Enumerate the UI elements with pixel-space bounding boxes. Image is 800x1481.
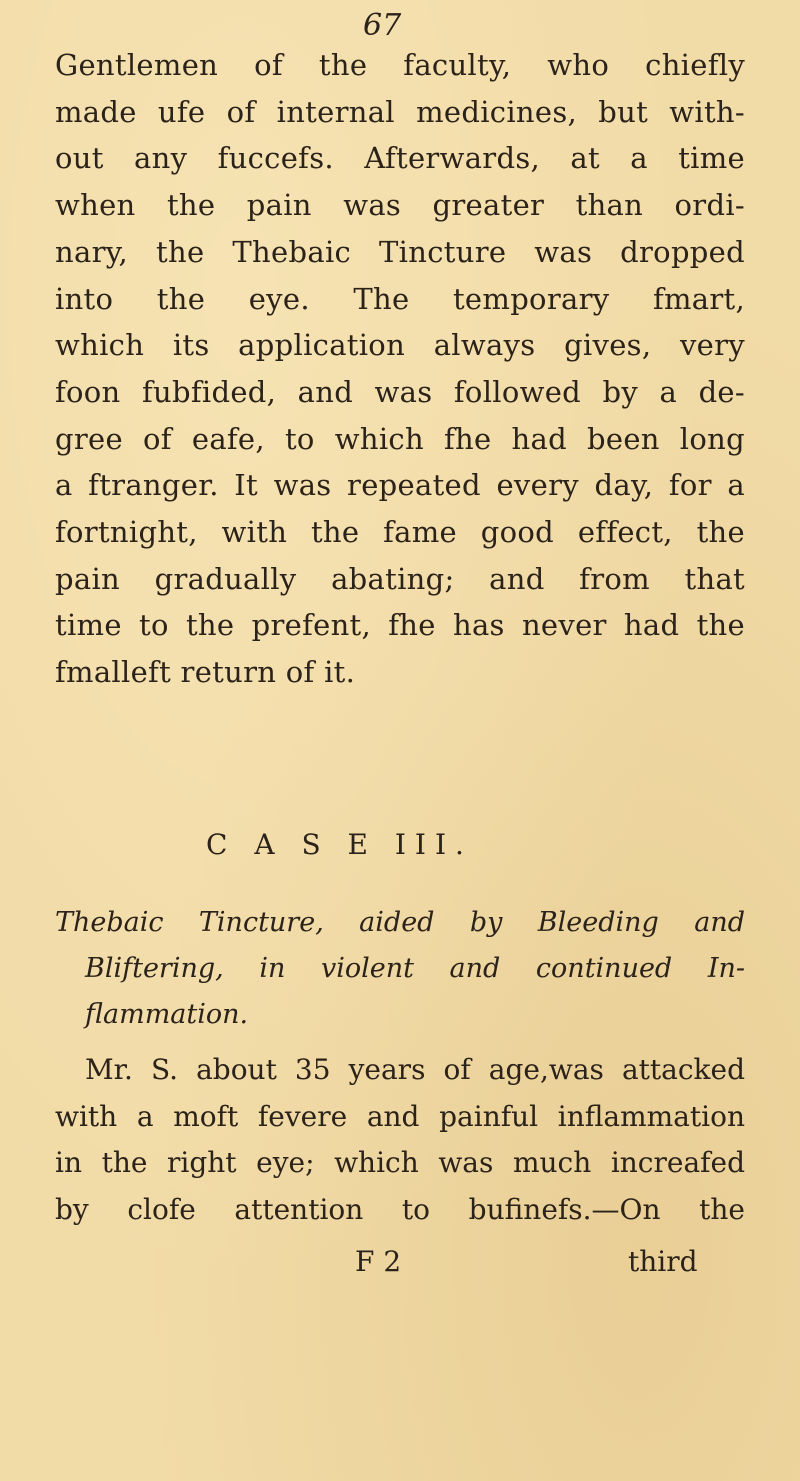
text-line: when the pain was greater than ordi-: [55, 188, 745, 223]
text-line: Mr. S. about 35 years of age,was attacked: [85, 1053, 745, 1086]
case-paragraph: [55, 1047, 745, 1233]
text-line: time to the prefent, fhe has never had the: [55, 608, 745, 643]
subtitle-line: flammation.: [85, 999, 249, 1030]
text-line: out any fuccefs. Afterwards, at a time: [55, 141, 745, 176]
text-line: which its application always gives, very: [55, 328, 745, 363]
subtitle-line: Thebaic Tincture, aided by Bleeding and: [55, 907, 745, 938]
paragraph-body: [55, 42, 745, 696]
page-footer: [0, 1245, 800, 1289]
text-line: pain gradually abating; and from that: [55, 561, 745, 596]
text-line: gree of eafe, to which fhe had been long: [55, 421, 745, 456]
case-subtitle: [55, 900, 745, 1038]
text-line: made ufe of internal medicines, but with-: [55, 94, 745, 129]
text-line: by clofe attention to bufinefs.—On the: [55, 1192, 745, 1226]
subtitle-line: Bliftering, in violent and continued In-: [85, 953, 745, 984]
text-line: into the eye. The temporary fmart,: [55, 281, 745, 316]
text-line: fortnight, with the fame good effect, the: [55, 515, 745, 550]
text-line: a ftranger. It was repeated every day, for a: [55, 468, 745, 503]
text-line: in the right eye; which was much increafed: [55, 1146, 745, 1179]
text-line: with a moft fevere and painful inflammation: [55, 1099, 745, 1133]
signature-mark: F 2: [355, 1245, 402, 1278]
text-line: nary, the Thebaic Tincture was dropped: [55, 234, 745, 269]
catchword: third: [628, 1245, 698, 1278]
text-line: foon fubfided, and was followed by a de-: [55, 374, 745, 409]
case-heading: C A S E III.: [206, 828, 473, 861]
text-line: Gentlemen of the faculty, who chiefly: [55, 48, 745, 82]
text-line: fmalleft return of it.: [55, 655, 356, 690]
page-number: 67: [363, 8, 402, 43]
